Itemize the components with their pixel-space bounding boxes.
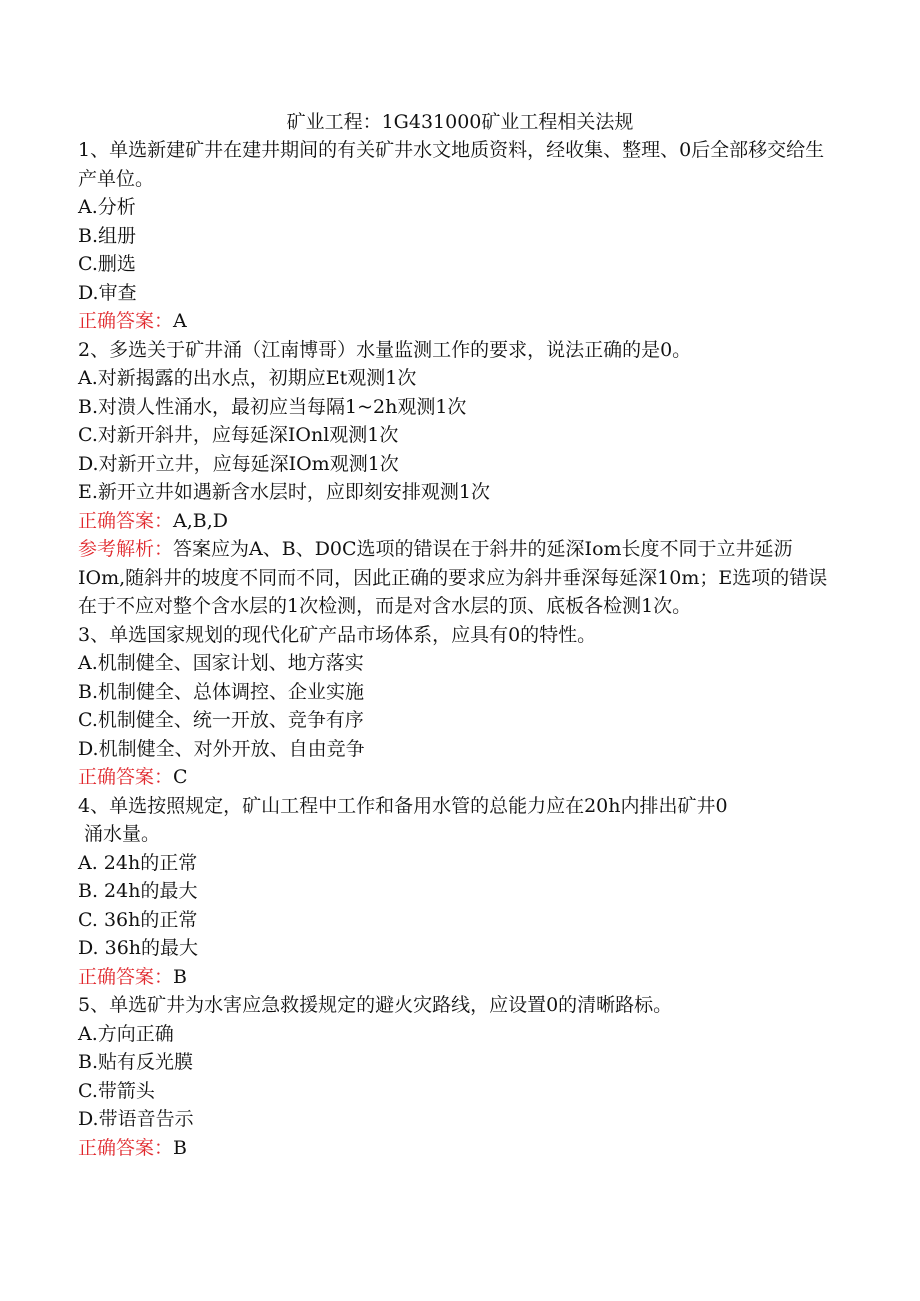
question-stem-line-2: 涌水量。 — [84, 823, 161, 845]
answer-label: 正确答案： — [78, 766, 174, 788]
answer-label: 正确答案： — [78, 509, 174, 532]
answer-line — [78, 307, 828, 336]
answer-line — [78, 963, 828, 992]
question-2 — [78, 336, 828, 621]
option-d: D. 36h的最大 — [78, 937, 199, 959]
option-a: A.对新揭露的出水点，初期应Et观测1次 — [78, 367, 417, 389]
option-c: C.机制健全、统一开放、竞争有序 — [78, 709, 364, 731]
question-1 — [78, 136, 828, 336]
answer-value: B — [173, 965, 187, 988]
option-b: B. 24h的最大 — [78, 880, 198, 902]
analysis-text: 答案应为A、B、D0C选项的错误在于斜井的延深Iom长度不同于立井延沥IOm,随斜井的坡度不同而不同，因此正确的要求应为斜井垂深每延深10m；E选项的错误在于不应对整个含水层的1次检测，而是对含水层的顶、底板各检测1次。 — [78, 538, 828, 617]
option-e: E.新开立井如遇新含水层时，应即刻安排观测1次 — [78, 481, 490, 503]
option-c: C.删选 — [78, 253, 136, 275]
question-stem: 5、单选矿井为水害应急救援规定的避火灾路线，应设置0的清晰路标。 — [78, 994, 673, 1016]
option-b: B.组册 — [78, 224, 137, 247]
answer-label: 正确答案： — [78, 310, 174, 332]
answer-value: B — [173, 1136, 187, 1159]
option-a: A.分析 — [78, 196, 136, 218]
option-d: D.对新开立井，应每延深IOm观测1次 — [78, 452, 399, 475]
answer-line — [78, 507, 828, 536]
option-a: A. 24h的正常 — [78, 851, 198, 874]
option-d: D.审查 — [78, 281, 137, 304]
option-a: A.方向正确 — [78, 1022, 174, 1045]
question-stem: 2、多选关于矿井涌（江南博哥）水量监测工作的要求，说法正确的是0。 — [78, 338, 692, 361]
answer-value: C — [173, 766, 188, 788]
option-b: B.贴有反光膜 — [78, 1051, 194, 1073]
answer-label: 正确答案： — [78, 965, 174, 988]
option-c: C.对新开斜井，应每延深IOnl观测1次 — [78, 424, 399, 446]
question-5 — [78, 991, 828, 1162]
answer-label: 正确答案： — [78, 1136, 174, 1159]
analysis-label: 参考解析： — [78, 538, 174, 560]
answer-line — [78, 1134, 828, 1163]
answer-value: A,B,D — [173, 509, 229, 532]
question-4 — [78, 792, 828, 992]
question-stem-line-1: 4、单选按照规定，矿山工程中工作和备用水管的总能力应在20h内排出矿井0 — [78, 794, 728, 817]
option-b: B.机制健全、总体调控、企业实施 — [78, 680, 365, 703]
answer-value: A — [173, 310, 187, 332]
option-d: D.机制健全、对外开放、自由竞争 — [78, 737, 365, 760]
option-c: C.带箭头 — [78, 1079, 155, 1102]
document-body — [78, 136, 828, 1162]
document-title: 矿业工程：1G431000矿业工程相关法规 — [286, 111, 634, 133]
question-stem: 3、单选国家规划的现代化矿产品市场体系，应具有0的特性。 — [78, 623, 597, 646]
analysis-block — [78, 535, 828, 621]
option-c: C. 36h的正常 — [78, 908, 198, 931]
option-b: B.对溃人性涌水，最初应当每隔1~2h观测1次 — [78, 395, 467, 418]
question-3 — [78, 621, 828, 792]
option-a: A.机制健全、国家计划、地方落实 — [78, 652, 364, 674]
answer-line — [78, 763, 828, 792]
question-stem: 1、单选新建矿井在建井期间的有关矿井水文地质资料，经收集、整理、0后全部移交给生产单位。 — [78, 139, 825, 190]
option-d: D.带语音告示 — [78, 1108, 194, 1130]
